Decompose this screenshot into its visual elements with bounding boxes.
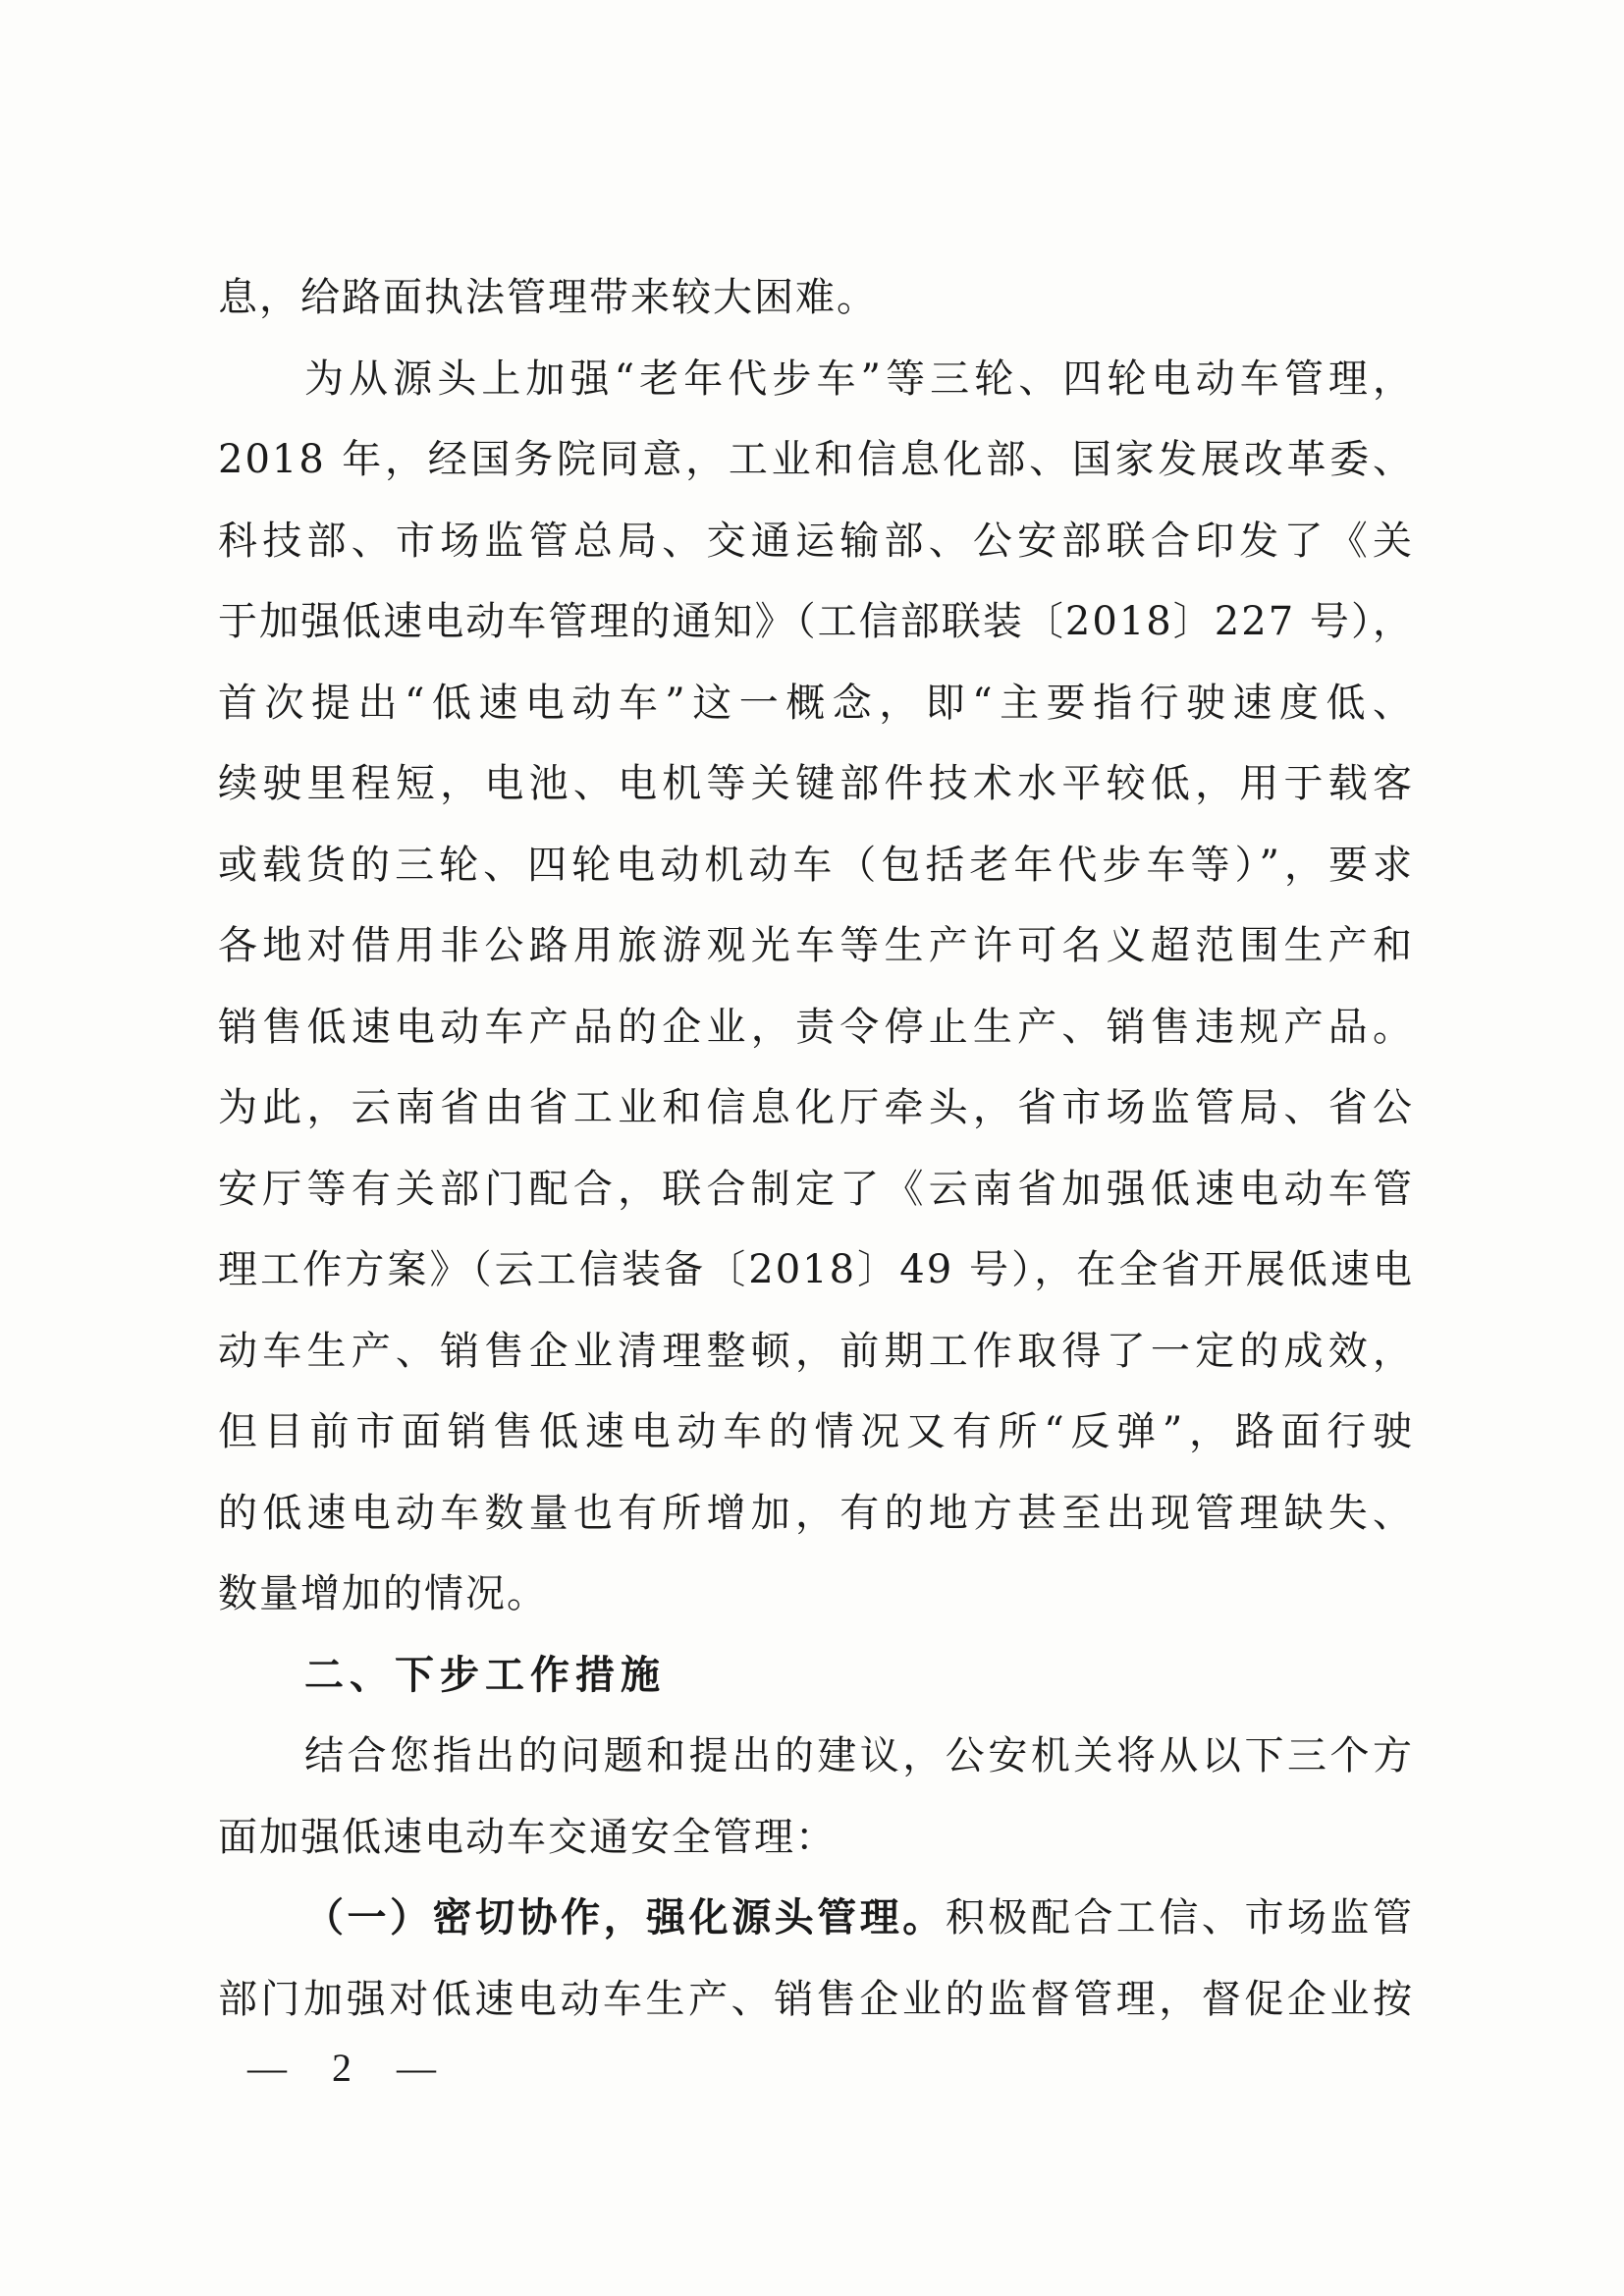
paragraph-line: 的低速电动车数量也有所增加，有的地方甚至出现管理缺失、 xyxy=(218,1490,1414,1536)
page-number: — 2 — xyxy=(247,2046,454,2090)
paragraph-line: 面加强低速电动车交通安全管理： xyxy=(218,1814,837,1860)
document-body xyxy=(218,257,1414,2040)
section-heading: 二、下步工作措施 xyxy=(304,1652,666,1698)
paragraph-line: 或载货的三轮、四轮电动机动车（包括老年代步车等）”，要求 xyxy=(218,842,1414,888)
paragraph-line xyxy=(218,1878,1414,1959)
paragraph-line: 为此，云南省由省工业和信息化厅牵头，省市场监管局、省公 xyxy=(218,1085,1414,1130)
paragraph-line: 理工作方案》（云工信装备〔2018〕49 号），在全省开展低速电 xyxy=(218,1247,1414,1292)
paragraph-line: 数量增加的情况。 xyxy=(218,1571,548,1616)
paragraph-line: 结合您指出的问题和提出的建议，公安机关将从以下三个方 xyxy=(304,1733,1414,1778)
paragraph-line: 销售低速电动车产品的企业，责令停止生产、销售违规产品。 xyxy=(218,1004,1414,1050)
paragraph-line: 部门加强对低速电动车生产、销售企业的监督管理，督促企业按 xyxy=(218,1976,1414,2022)
paragraph-line: 安厅等有关部门配合，联合制定了《云南省加强低速电动车管 xyxy=(218,1166,1414,1212)
paragraph-line: 为从源头上加强“老年代步车”等三轮、四轮电动车管理， xyxy=(304,355,1414,402)
paragraph-line: 续驶里程短，电池、电机等关键部件技术水平较低，用于载客 xyxy=(218,761,1414,806)
paragraph-line: 科技部、市场监管总局、交通运输部、公安部联合印发了《关 xyxy=(218,518,1414,564)
paragraph-line: 2018 年，经国务院同意，工业和信息化部、国家发展改革委、 xyxy=(218,437,1414,482)
paragraph-line: 息，给路面执法管理带来较大困难。 xyxy=(218,275,878,320)
paragraph-run: 积极配合工信、市场监管 xyxy=(945,1895,1415,1941)
paragraph-line: 首次提出“低速电动车”这一概念，即“主要指行驶速度低、 xyxy=(218,680,1414,726)
paragraph-line: 各地对借用非公路用旅游观光车等生产许可名义超范围生产和 xyxy=(218,923,1414,968)
paragraph-line: 动车生产、销售企业清理整顿，前期工作取得了一定的成效， xyxy=(218,1328,1414,1374)
subsection-heading: （一）密切协作，强化源头管理。 xyxy=(304,1895,946,1941)
paragraph-line: 于加强低速电动车管理的通知》（工信部联装〔2018〕227 号）， xyxy=(218,599,1414,644)
paragraph-line: 但目前市面销售低速电动车的情况又有所“反弹”，路面行驶 xyxy=(218,1409,1414,1454)
